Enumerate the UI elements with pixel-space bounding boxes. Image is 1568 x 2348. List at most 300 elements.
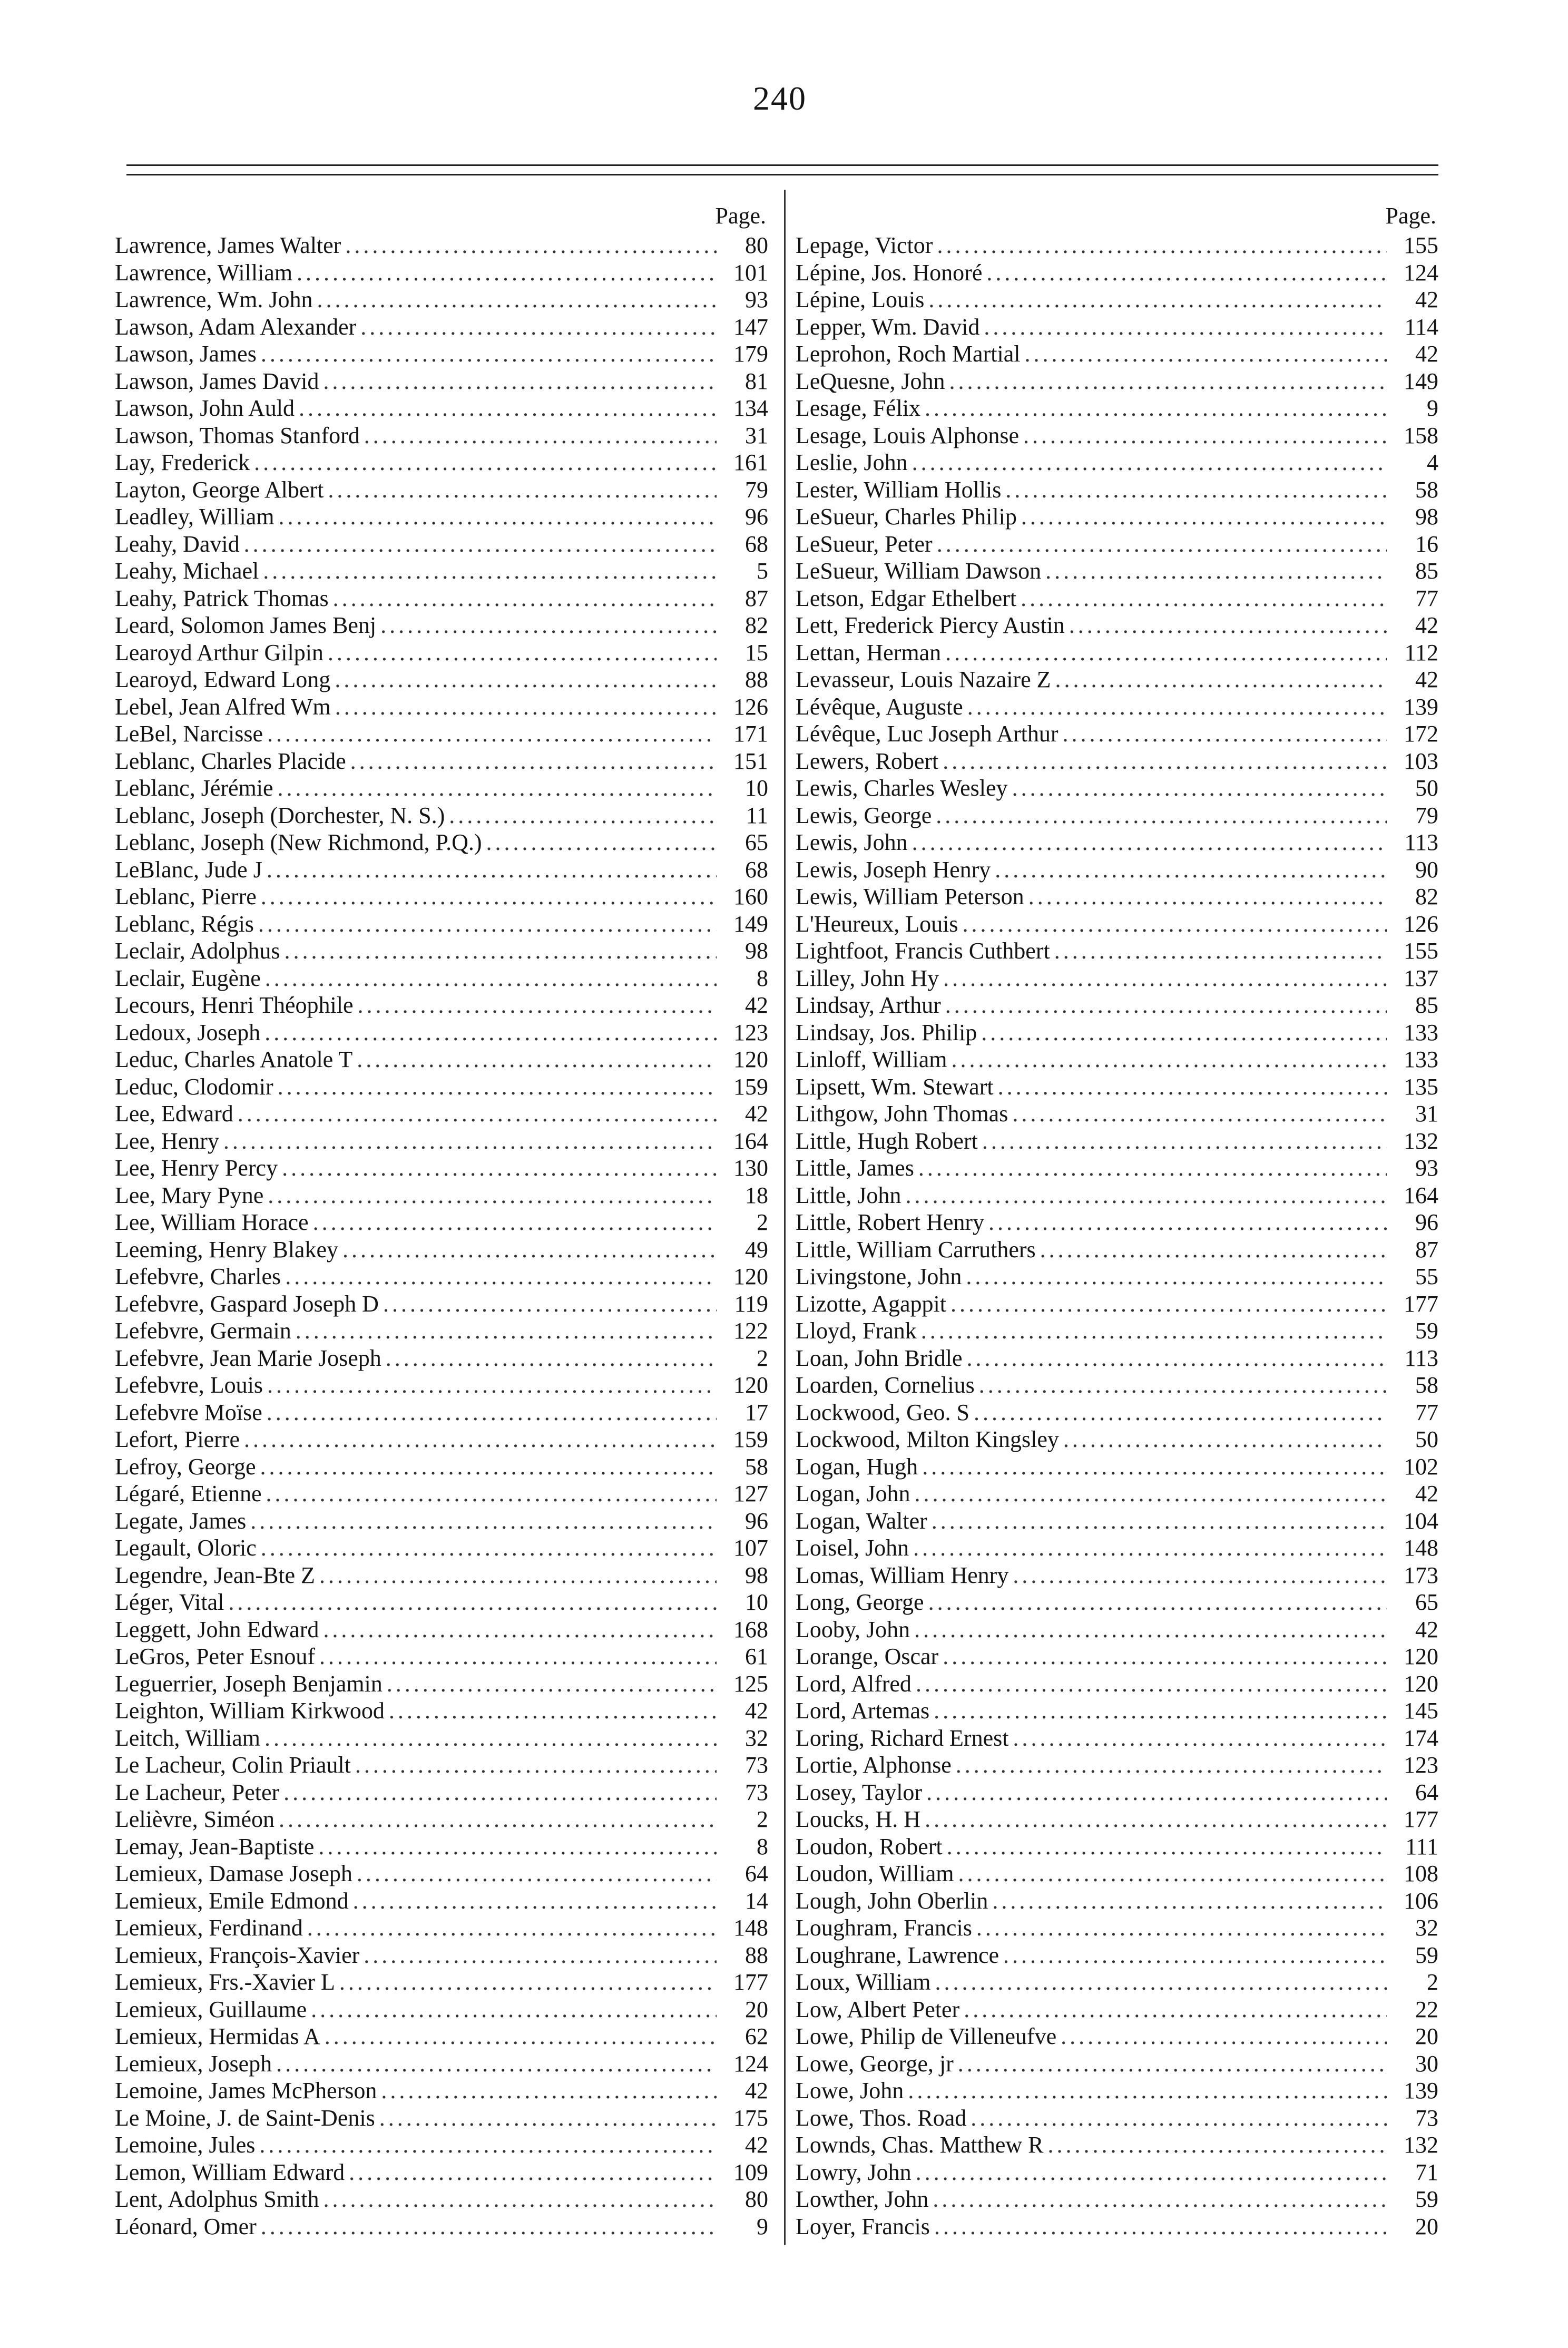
entry-name: Ledoux, Joseph xyxy=(115,1019,261,1045)
entry-name: LeBel, Narcisse xyxy=(115,721,263,747)
entry-page-number: 58 xyxy=(745,1453,768,1480)
dot-leader xyxy=(950,1290,1387,1318)
index-entry xyxy=(115,1263,768,1290)
index-entry xyxy=(796,531,1438,558)
entry-name: Le Lacheur, Peter xyxy=(115,1779,280,1805)
index-entry xyxy=(115,1073,768,1101)
index-entry xyxy=(796,856,1438,884)
entry-page-number: 139 xyxy=(1404,693,1438,720)
entry-page-number: 20 xyxy=(1415,2213,1438,2239)
index-entry xyxy=(796,476,1438,504)
index-entry xyxy=(115,1779,768,1806)
entry-page-number: 133 xyxy=(1404,1046,1438,1072)
entry-name: Losey, Taylor xyxy=(796,1779,923,1805)
dot-leader xyxy=(933,2186,1387,2213)
entry-page-number: 59 xyxy=(1415,1942,1438,1968)
dot-leader xyxy=(937,531,1387,558)
entry-page-number: 168 xyxy=(733,1616,768,1642)
entry-page-number: 88 xyxy=(745,667,768,692)
entry-name: Leahy, David xyxy=(115,531,240,557)
entry-name: Lévêque, Auguste xyxy=(796,693,963,720)
entry-page-number: 112 xyxy=(1404,639,1438,666)
dot-leader xyxy=(261,340,717,368)
entry-page-number: 133 xyxy=(1404,1019,1438,1045)
dot-leader xyxy=(935,1969,1387,1996)
dot-leader xyxy=(967,693,1387,721)
dot-leader xyxy=(267,1372,717,1399)
index-entry xyxy=(115,1345,768,1372)
dot-leader xyxy=(264,1019,717,1046)
index-entry xyxy=(796,1996,1438,2023)
index-entry xyxy=(796,503,1438,531)
entry-page-number: 123 xyxy=(733,1019,768,1045)
dot-leader xyxy=(925,1806,1387,1833)
index-entry xyxy=(796,1046,1438,1073)
entry-page-number: 80 xyxy=(745,232,768,258)
dot-leader xyxy=(364,422,717,449)
entry-page-number: 98 xyxy=(1415,504,1438,530)
index-entry xyxy=(796,1155,1438,1182)
index-entry xyxy=(796,1290,1438,1318)
entry-page-number: 81 xyxy=(745,368,768,394)
dot-leader xyxy=(963,911,1387,938)
dot-leader xyxy=(916,1670,1387,1698)
dot-leader xyxy=(297,259,717,287)
dot-leader xyxy=(328,639,717,667)
entry-page-number: 108 xyxy=(1404,1861,1438,1886)
entry-name: Loudon, William xyxy=(796,1861,954,1886)
entry-name: LeSueur, Peter xyxy=(796,531,933,557)
index-entry xyxy=(796,1942,1438,1969)
dot-leader xyxy=(992,1887,1387,1915)
entry-page-number: 124 xyxy=(733,2050,768,2077)
dot-leader xyxy=(323,1616,717,1643)
entry-name: Lockwood, Milton Kingsley xyxy=(796,1426,1059,1452)
dot-leader xyxy=(285,937,717,965)
entry-page-number: 107 xyxy=(733,1535,768,1561)
entry-name: Learoyd, Edward Long xyxy=(115,667,331,692)
dot-leader xyxy=(926,1779,1387,1806)
entry-name: Leadley, William xyxy=(115,504,275,530)
index-entry xyxy=(115,2131,768,2159)
dot-leader xyxy=(278,1073,717,1101)
entry-page-number: 179 xyxy=(733,341,768,367)
entry-name: Lough, John Oberlin xyxy=(796,1887,988,1914)
entry-name: Lilley, John Hy xyxy=(796,965,939,991)
index-entry xyxy=(115,937,768,965)
entry-page-number: 2 xyxy=(1427,1969,1438,1995)
entry-page-number: 172 xyxy=(1404,721,1438,747)
index-entry xyxy=(115,856,768,884)
entry-page-number: 11 xyxy=(746,802,768,828)
dot-leader xyxy=(1013,1725,1387,1752)
index-entry xyxy=(796,1914,1438,1942)
index-entry xyxy=(796,1182,1438,1209)
index-entry xyxy=(115,1426,768,1453)
dot-leader xyxy=(279,1806,717,1833)
entry-name: Loucks, H. H xyxy=(796,1806,921,1832)
entry-name: Loisel, John xyxy=(796,1535,909,1561)
dot-leader xyxy=(943,1643,1387,1670)
dot-leader xyxy=(342,1236,717,1264)
index-entry xyxy=(115,476,768,504)
dot-leader xyxy=(379,2105,717,2132)
dot-leader xyxy=(278,503,717,531)
entry-page-number: 103 xyxy=(1404,748,1438,774)
entry-page-number: 147 xyxy=(733,314,768,340)
entry-name: Learoyd Arthur Gilpin xyxy=(115,639,324,666)
column-divider xyxy=(784,190,786,2245)
entry-page-number: 17 xyxy=(745,1399,768,1425)
index-entry xyxy=(796,911,1438,938)
entry-page-number: 173 xyxy=(1404,1562,1438,1588)
index-entry xyxy=(796,422,1438,449)
index-entry xyxy=(115,1887,768,1915)
entry-name: Lépine, Jos. Honoré xyxy=(796,259,983,286)
index-entry xyxy=(796,557,1438,585)
index-entry xyxy=(115,1969,768,1996)
dot-leader xyxy=(238,1100,717,1128)
index-entry xyxy=(115,585,768,612)
index-entry xyxy=(796,639,1438,667)
entry-name: Lefebvre, Gaspard Joseph D xyxy=(115,1290,379,1317)
entry-name: Lawson, Thomas Stanford xyxy=(115,422,360,448)
dot-leader xyxy=(988,1209,1387,1236)
entry-page-number: 130 xyxy=(733,1155,768,1181)
entry-name: Lefebvre, Jean Marie Joseph xyxy=(115,1345,381,1371)
entry-page-number: 85 xyxy=(1415,558,1438,584)
page-number: 240 xyxy=(753,80,807,117)
index-entry xyxy=(796,1969,1438,1996)
dot-leader xyxy=(912,829,1387,856)
index-entry xyxy=(796,2213,1438,2241)
entry-name: LeGros, Peter Esnouf xyxy=(115,1643,316,1669)
index-entry xyxy=(796,1860,1438,1887)
index-entry xyxy=(115,911,768,938)
dot-leader xyxy=(958,2050,1387,2078)
entry-name: Lee, Mary Pyne xyxy=(115,1182,264,1208)
entry-page-number: 155 xyxy=(1404,938,1438,964)
entry-page-number: 65 xyxy=(1415,1589,1438,1615)
entry-page-number: 106 xyxy=(1404,1887,1438,1914)
index-entry xyxy=(796,2159,1438,2186)
entry-page-number: 119 xyxy=(734,1290,768,1317)
entry-name: Lefroy, George xyxy=(115,1453,256,1480)
index-entry xyxy=(796,720,1438,748)
left-entry-list xyxy=(115,232,768,2240)
dot-leader xyxy=(945,992,1387,1019)
index-entry xyxy=(796,1019,1438,1046)
dot-leader xyxy=(323,368,717,395)
index-entry xyxy=(115,748,768,775)
entry-page-number: 148 xyxy=(1404,1535,1438,1561)
dot-leader xyxy=(1028,883,1387,911)
dot-leader xyxy=(244,1426,717,1453)
dot-leader xyxy=(943,965,1387,992)
dot-leader xyxy=(296,1317,717,1345)
entry-name: Lowther, John xyxy=(796,2186,929,2212)
index-entry xyxy=(796,612,1438,639)
dot-leader xyxy=(981,1019,1387,1046)
entry-page-number: 2 xyxy=(757,1345,768,1371)
entry-page-number: 73 xyxy=(1415,2105,1438,2131)
entry-name: Lewis, William Peterson xyxy=(796,884,1024,909)
entry-page-number: 174 xyxy=(1404,1725,1438,1751)
index-entry xyxy=(115,693,768,721)
entry-name: Lesage, Félix xyxy=(796,395,921,421)
entry-page-number: 42 xyxy=(745,992,768,1018)
index-entry xyxy=(796,1236,1438,1264)
entry-page-number: 79 xyxy=(1415,802,1438,828)
entry-page-number: 5 xyxy=(757,558,768,584)
index-entry xyxy=(796,1833,1438,1861)
dot-leader xyxy=(966,1263,1387,1290)
dot-leader xyxy=(264,1725,717,1752)
index-entry xyxy=(796,1616,1438,1643)
entry-name: Loyer, Francis xyxy=(796,2213,930,2239)
entry-name: Lepper, Wm. David xyxy=(796,314,980,340)
entry-page-number: 42 xyxy=(745,1698,768,1724)
dot-leader xyxy=(928,1589,1387,1616)
dot-leader xyxy=(319,1562,717,1589)
entry-page-number: 55 xyxy=(1415,1264,1438,1289)
entry-name: Lawrence, James Walter xyxy=(115,232,341,258)
index-entry xyxy=(796,666,1438,693)
entry-name: Lowe, Thos. Road xyxy=(796,2105,967,2131)
entry-page-number: 79 xyxy=(745,476,768,503)
entry-name: Leblanc, Jérémie xyxy=(115,775,273,801)
index-entry xyxy=(796,2050,1438,2078)
entry-page-number: 104 xyxy=(1404,1508,1438,1534)
entry-name: Leclair, Eugène xyxy=(115,965,261,991)
dot-leader xyxy=(282,1155,717,1182)
entry-name: Leduc, Clodomir xyxy=(115,1073,273,1100)
dot-leader xyxy=(335,693,717,721)
entry-name: Lowe, John xyxy=(796,2078,904,2104)
entry-page-number: 2 xyxy=(757,1209,768,1235)
entry-page-number: 64 xyxy=(1415,1779,1438,1805)
entry-page-number: 96 xyxy=(1415,1209,1438,1235)
entry-name: Leard, Solomon James Benj xyxy=(115,612,377,638)
entry-page-number: 42 xyxy=(1415,612,1438,638)
entry-page-number: 155 xyxy=(1404,232,1438,258)
index-entry xyxy=(796,775,1438,802)
dot-leader xyxy=(1048,2131,1387,2159)
dot-leader xyxy=(908,2077,1387,2105)
dot-leader xyxy=(278,775,717,802)
dot-leader xyxy=(345,232,717,259)
index-entry xyxy=(796,829,1438,856)
index-entry xyxy=(796,1508,1438,1535)
dot-leader xyxy=(333,585,717,612)
entry-name: Leblanc, Joseph (New Richmond, P.Q.) xyxy=(115,829,482,855)
index-entry xyxy=(796,1589,1438,1616)
dot-leader xyxy=(1023,422,1387,449)
entry-page-number: 139 xyxy=(1404,2078,1438,2104)
entry-name: Lay, Frederick xyxy=(115,449,250,475)
dot-leader xyxy=(1061,2023,1387,2050)
index-entry xyxy=(796,1562,1438,1589)
index-entry xyxy=(115,1833,768,1861)
index-entry xyxy=(796,2131,1438,2159)
dot-leader xyxy=(355,1752,717,1779)
dot-leader xyxy=(998,1073,1387,1101)
entry-name: Le Moine, J. de Saint-Denis xyxy=(115,2105,375,2131)
index-entry xyxy=(796,965,1438,992)
dot-leader xyxy=(267,856,717,884)
dot-leader xyxy=(319,1643,717,1670)
entry-page-number: 42 xyxy=(1415,1616,1438,1642)
index-entry xyxy=(796,1887,1438,1915)
entry-name: Lord, Artemas xyxy=(796,1698,930,1724)
entry-name: Lortie, Alphonse xyxy=(796,1752,952,1778)
entry-name: Lawrence, Wm. John xyxy=(115,287,313,312)
entry-name: Lawrence, William xyxy=(115,259,293,286)
entry-page-number: 120 xyxy=(733,1046,768,1072)
index-entry xyxy=(796,1073,1438,1101)
entry-page-number: 96 xyxy=(745,1508,768,1534)
dot-leader xyxy=(285,1263,717,1290)
dot-leader xyxy=(266,1480,717,1508)
entry-name: Lowry, John xyxy=(796,2159,912,2185)
entry-page-number: 85 xyxy=(1415,992,1438,1018)
entry-name: Lelièvre, Siméon xyxy=(115,1806,275,1832)
dot-leader xyxy=(486,829,717,856)
entry-page-number: 132 xyxy=(1404,2132,1438,2158)
entry-name: Little, James xyxy=(796,1155,914,1181)
entry-name: Lemieux, Hermidas A xyxy=(115,2023,320,2049)
dot-leader xyxy=(1012,775,1387,802)
dot-leader xyxy=(971,2105,1387,2132)
entry-page-number: 126 xyxy=(733,693,768,720)
entry-name: Lee, Edward xyxy=(115,1101,233,1127)
entry-name: Lett, Frederick Piercy Austin xyxy=(796,612,1065,638)
entry-page-number: 31 xyxy=(745,422,768,448)
entry-name: Loarden, Cornelius xyxy=(796,1372,975,1398)
dot-leader xyxy=(947,1833,1387,1861)
entry-page-number: 149 xyxy=(1404,368,1438,394)
index-entry xyxy=(115,2186,768,2213)
entry-page-number: 87 xyxy=(1415,1236,1438,1263)
entry-name: Livingstone, John xyxy=(796,1264,962,1289)
index-entry xyxy=(796,2105,1438,2132)
index-entry xyxy=(796,1725,1438,1752)
index-entry xyxy=(115,1860,768,1887)
entry-page-number: 18 xyxy=(745,1182,768,1208)
dot-leader xyxy=(381,2077,717,2105)
entry-name: Lowe, George, jr xyxy=(796,2050,954,2077)
entry-name: Little, Hugh Robert xyxy=(796,1128,978,1154)
entry-page-number: 68 xyxy=(745,531,768,557)
index-entry xyxy=(115,720,768,748)
entry-name: Loughram, Francis xyxy=(796,1915,972,1941)
index-entry xyxy=(115,2077,768,2105)
entry-page-number: 9 xyxy=(757,2213,768,2239)
entry-page-number: 113 xyxy=(1404,1345,1438,1371)
entry-name: Lindsay, Arthur xyxy=(796,992,941,1018)
entry-page-number: 120 xyxy=(1404,1670,1438,1697)
index-entry xyxy=(115,1372,768,1399)
dot-leader xyxy=(383,1290,717,1318)
entry-page-number: 160 xyxy=(733,884,768,909)
dot-leader xyxy=(984,314,1387,341)
entry-name: Lemay, Jean-Baptiste xyxy=(115,1833,315,1860)
entry-page-number: 122 xyxy=(733,1318,768,1344)
index-entry xyxy=(115,1399,768,1426)
header-rule-bottom xyxy=(126,174,1438,175)
entry-page-number: 77 xyxy=(1415,585,1438,611)
index-entry xyxy=(115,314,768,341)
entry-name: Lesage, Louis Alphonse xyxy=(796,422,1020,448)
entry-page-number: 134 xyxy=(733,395,768,421)
entry-page-number: 109 xyxy=(733,2159,768,2185)
index-entry xyxy=(796,802,1438,829)
dot-leader xyxy=(311,1996,717,2023)
entry-name: Little, Robert Henry xyxy=(796,1209,985,1235)
entry-page-number: 164 xyxy=(1404,1182,1438,1208)
entry-name: Lecours, Henri Théophile xyxy=(115,992,354,1018)
dot-leader xyxy=(925,395,1387,422)
dot-leader xyxy=(932,1508,1387,1535)
index-entry xyxy=(796,1209,1438,1236)
index-entry xyxy=(115,395,768,422)
entry-name: Lewis, George xyxy=(796,802,932,828)
dot-leader xyxy=(325,2023,717,2050)
right-entry-list xyxy=(796,232,1438,2240)
index-entry xyxy=(115,1236,768,1264)
dot-leader xyxy=(254,449,717,476)
entry-name: Lefort, Pierre xyxy=(115,1426,240,1452)
right-index-column xyxy=(796,200,1438,2240)
dot-leader xyxy=(350,748,717,775)
entry-page-number: 64 xyxy=(745,1861,768,1886)
entry-page-number: 65 xyxy=(745,829,768,855)
index-entry xyxy=(796,232,1438,259)
entry-page-number: 159 xyxy=(733,1426,768,1452)
entry-page-number: 82 xyxy=(745,612,768,638)
dot-leader xyxy=(268,1182,717,1209)
entry-name: Leahy, Patrick Thomas xyxy=(115,585,329,611)
index-entry xyxy=(115,1290,768,1318)
index-entry xyxy=(796,368,1438,395)
dot-leader xyxy=(943,748,1387,775)
entry-name: Lefebvre, Louis xyxy=(115,1372,263,1398)
header-rule-top xyxy=(126,164,1438,166)
entry-name: Lloyd, Frank xyxy=(796,1318,917,1344)
index-entry xyxy=(796,314,1438,341)
entry-name: Lemoine, James McPherson xyxy=(115,2078,377,2104)
entry-name: Lee, Henry xyxy=(115,1128,219,1154)
index-entry xyxy=(796,693,1438,721)
dot-leader xyxy=(259,2131,717,2159)
dot-leader xyxy=(265,965,717,992)
entry-page-number: 42 xyxy=(1415,341,1438,367)
entry-name: Leitch, William xyxy=(115,1725,261,1751)
index-entry xyxy=(115,1046,768,1073)
entry-name: Looby, John xyxy=(796,1616,910,1642)
entry-name: Lefebvre, Germain xyxy=(115,1318,291,1344)
entry-page-number: 113 xyxy=(1404,829,1438,855)
entry-name: Lemieux, Frs.-Xavier L xyxy=(115,1969,335,1995)
entry-page-number: 80 xyxy=(745,2186,768,2212)
entry-name: Leclair, Adolphus xyxy=(115,938,280,964)
entry-page-number: 151 xyxy=(733,748,768,774)
dot-leader xyxy=(1021,503,1387,531)
index-entry xyxy=(796,1697,1438,1725)
index-entry xyxy=(115,232,768,259)
entry-name: Le Lacheur, Colin Priault xyxy=(115,1752,351,1778)
index-entry xyxy=(115,259,768,287)
